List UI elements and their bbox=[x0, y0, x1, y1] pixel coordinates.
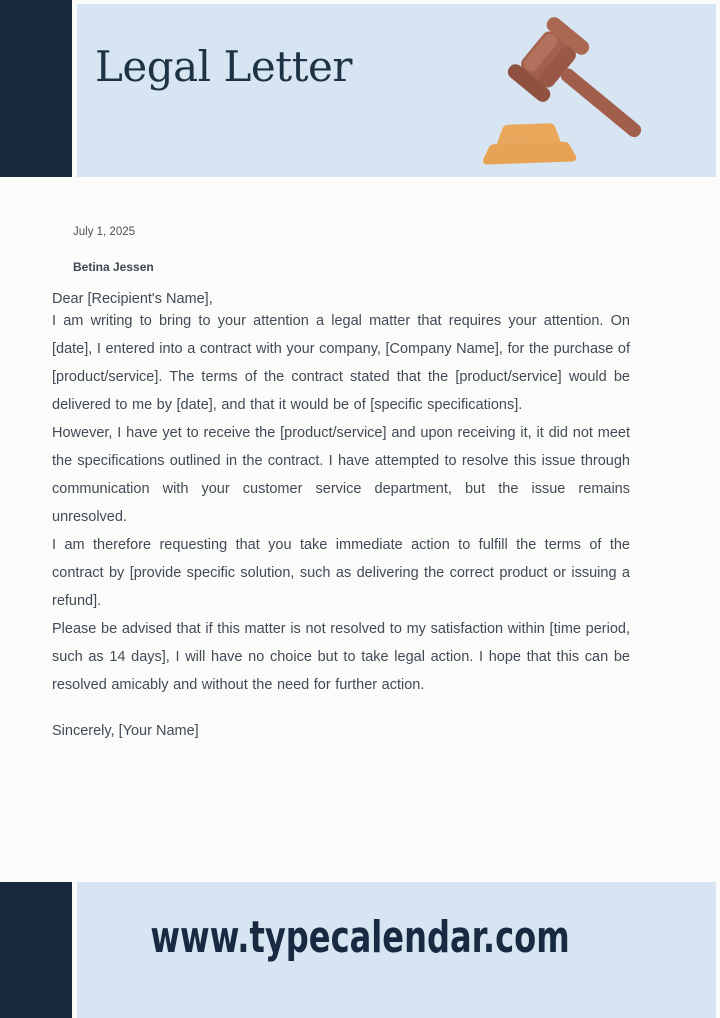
salutation: Dear [Recipient's Name], bbox=[52, 291, 213, 307]
letter-paragraph: However, I have yet to receive the [product/service] and upon receiving it, it did not meet the specifications outlined in the contract. I have attempted to resolve this issue through communication with your customer service department, but the issue remains unresolved. bbox=[52, 425, 630, 525]
letter-paragraph: I am therefore requesting that you take immediate action to fulfill the terms of the contract by [provide specific solution, such as delivering the correct product or issuing a refund]. bbox=[52, 537, 630, 609]
website-url: www.typecalendar.com bbox=[150, 912, 570, 963]
letter-date: July 1, 2025 bbox=[73, 226, 136, 238]
letter-paragraph: Please be advised that if this matter is not resolved to my satisfaction within [time period, such as 14 days], I will have no choice but to take legal action. I hope that this can be resolved amicably and without the need for further action. bbox=[52, 621, 630, 693]
header-accent-block bbox=[0, 0, 72, 177]
gavel-icon bbox=[470, 10, 670, 175]
page-title: Legal Letter bbox=[95, 42, 352, 91]
closing-signature: Sincerely, [Your Name] bbox=[52, 723, 199, 739]
footer-accent-block bbox=[0, 882, 72, 1018]
letter-body bbox=[52, 177, 630, 739]
sender-name: Betina Jessen bbox=[73, 260, 154, 274]
letter-paragraph: I am writing to bring to your attention a legal matter that requires your attention. On [date], I entered into a contract with your company, [Company Name], for the purchase of [product/service]. The terms of the contract stated that the [product/service] would be delivered to me by [date], and that it would be of [specific specifications]. bbox=[52, 313, 630, 413]
